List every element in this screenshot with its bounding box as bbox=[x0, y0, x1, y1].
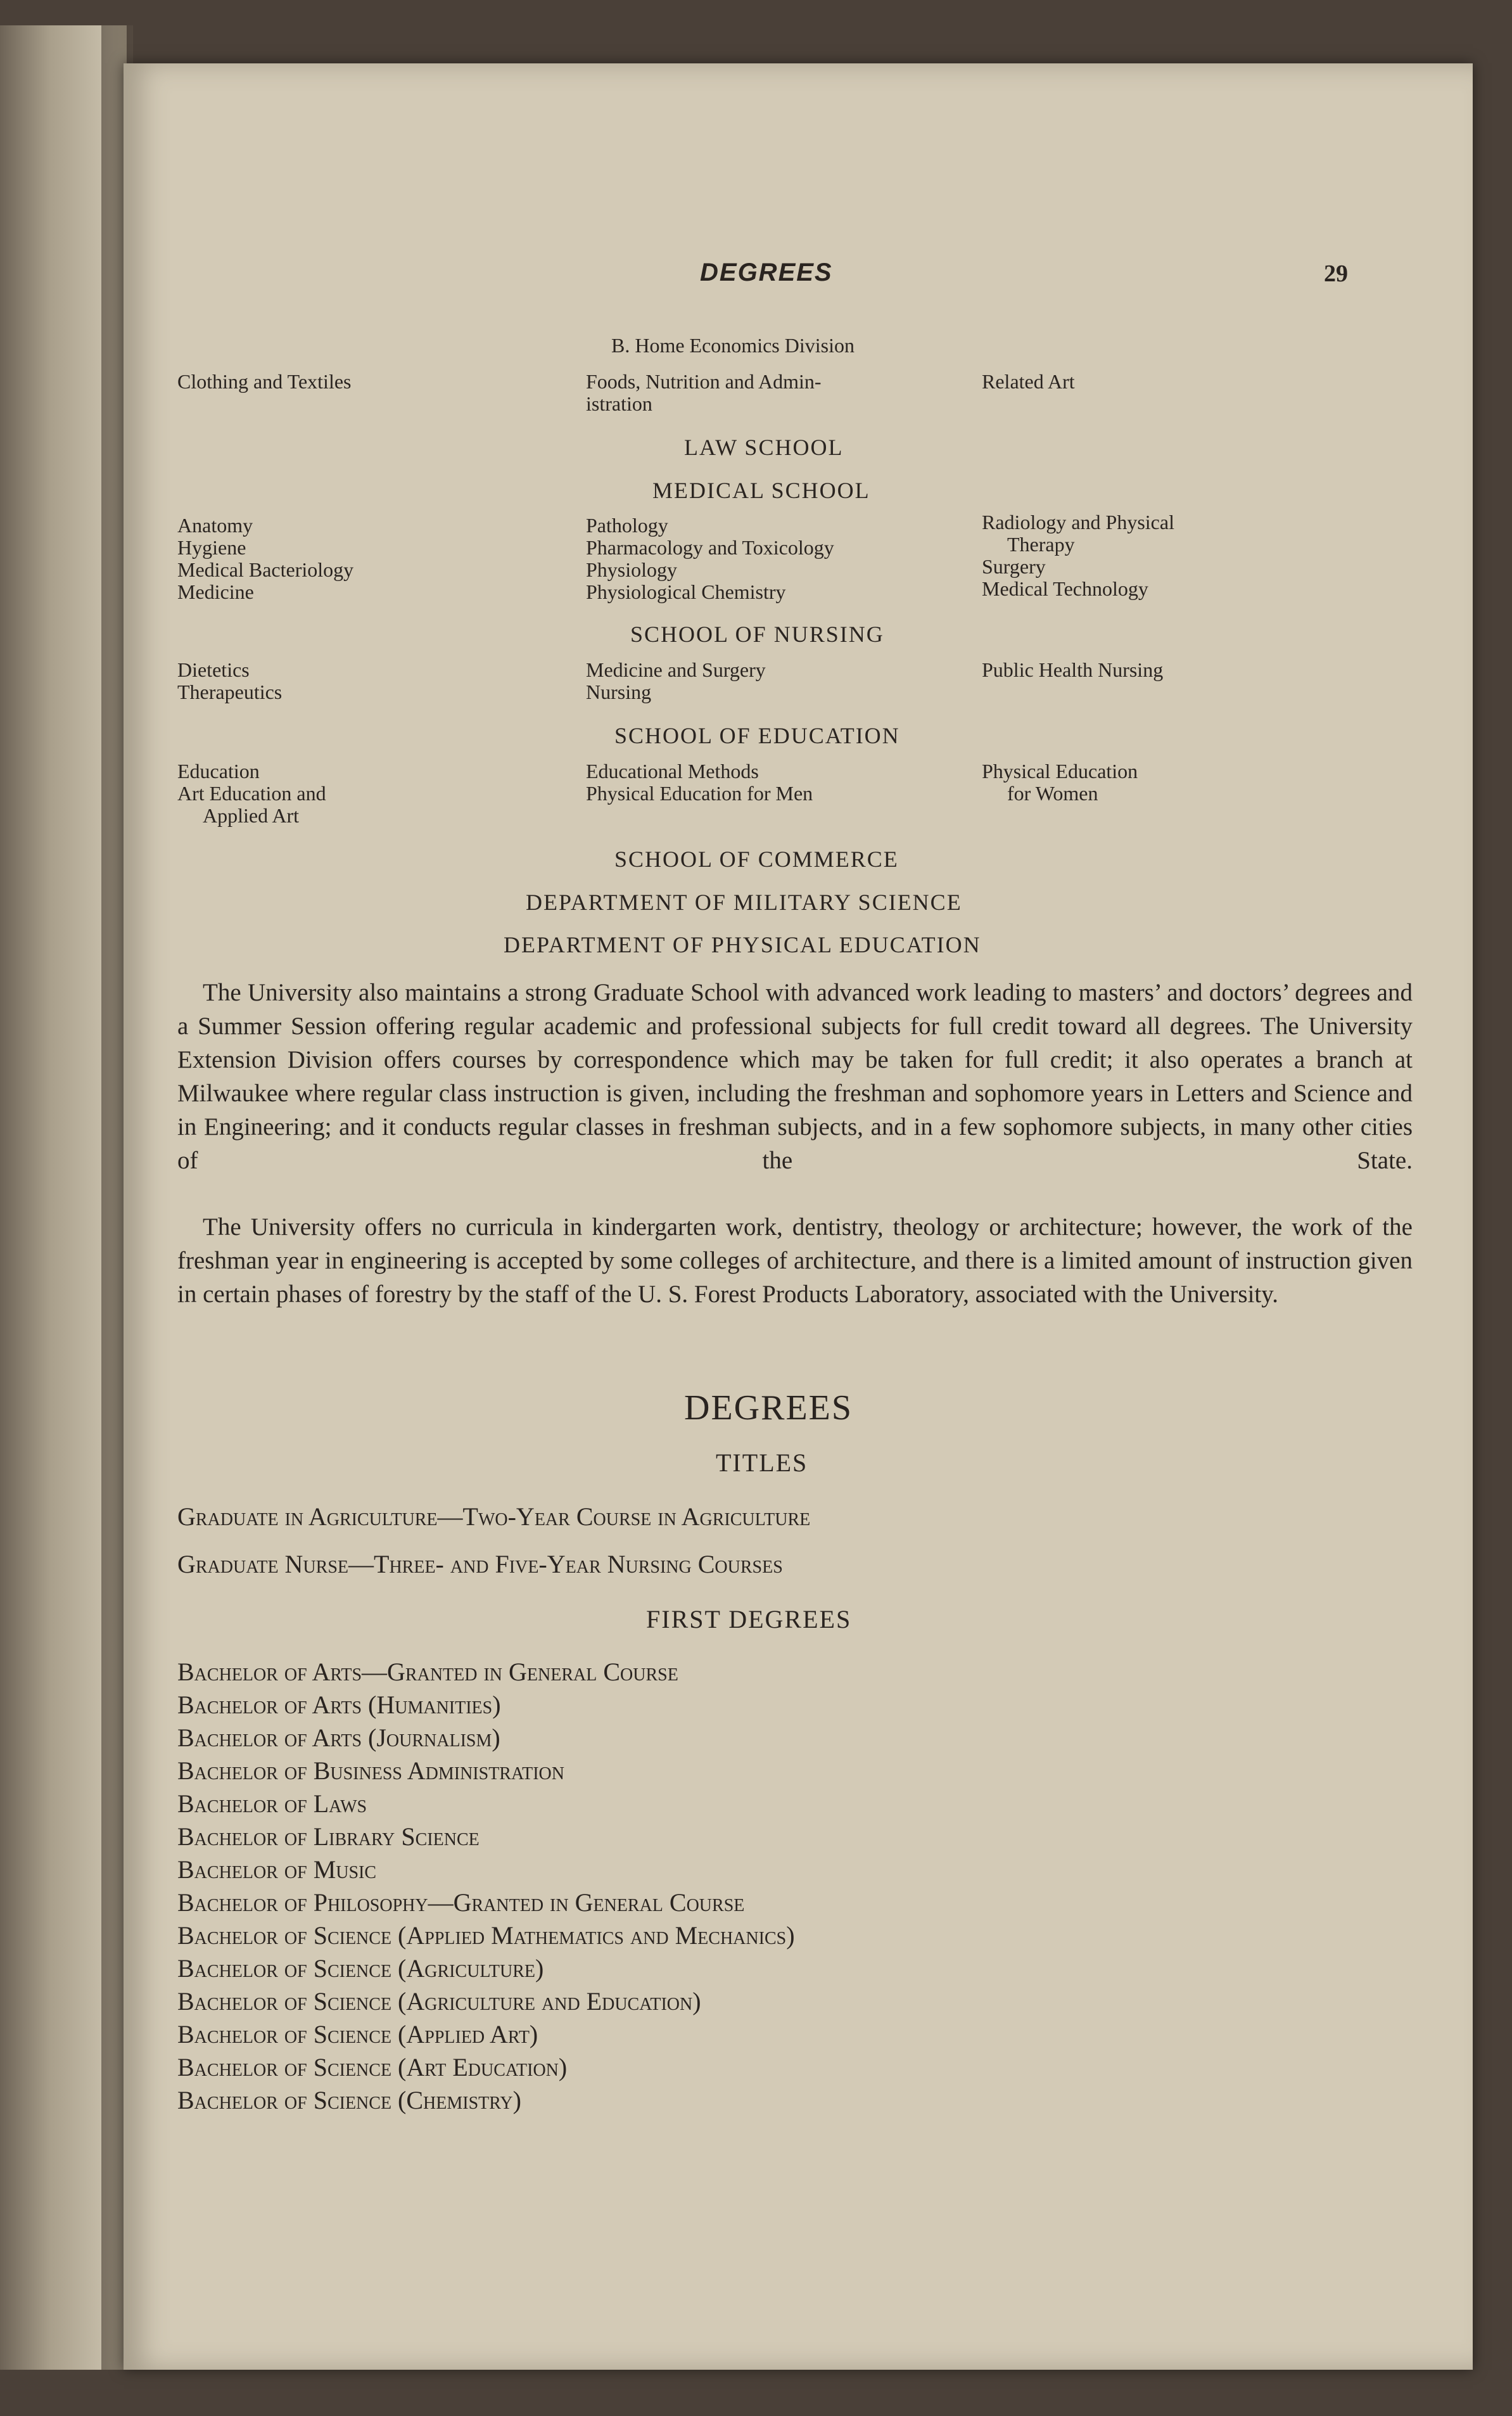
degree-item: Bachelor of Science (Art Education) bbox=[177, 2053, 568, 2081]
home-econ-col-right bbox=[982, 371, 1075, 393]
military-heading: DEPARTMENT OF MILITARY SCIENCE bbox=[526, 890, 962, 915]
course-item: Anatomy bbox=[177, 514, 253, 537]
education-col-right bbox=[982, 760, 1138, 805]
course-item: Physiological Chemistry bbox=[586, 580, 786, 603]
course-item: Related Art bbox=[982, 370, 1075, 393]
course-item: Foods, Nutrition and Admin- bbox=[586, 370, 822, 393]
course-item: Medical Technology bbox=[982, 577, 1148, 600]
course-item: Medicine bbox=[177, 580, 254, 603]
course-item: Applied Art bbox=[203, 804, 299, 827]
degree-item: Bachelor of Science (Agriculture and Education) bbox=[177, 1987, 701, 2016]
nursing-col-middle bbox=[586, 659, 766, 703]
home-econ-heading: B. Home Economics Division bbox=[611, 334, 854, 357]
course-item: Medical Bacteriology bbox=[177, 558, 354, 581]
degree-item: Bachelor of Science (Chemistry) bbox=[177, 2086, 521, 2114]
commerce-heading: SCHOOL OF COMMERCE bbox=[614, 847, 899, 872]
medical-col-right bbox=[982, 511, 1174, 600]
course-item: Physical Education bbox=[982, 760, 1138, 783]
degree-item: Bachelor of Philosophy—Granted in General Course bbox=[177, 1888, 745, 1917]
degree-item: Bachelor of Business Administration bbox=[177, 1756, 564, 1785]
degrees-heading: DEGREES bbox=[684, 1388, 853, 1428]
course-item: Pharmacology and Toxicology bbox=[586, 536, 834, 559]
course-item: Art Education and bbox=[177, 782, 326, 805]
running-header: DEGREES bbox=[700, 259, 833, 286]
course-item: Physiology bbox=[586, 558, 678, 581]
titles-heading: TITLES bbox=[716, 1448, 808, 1477]
page bbox=[124, 63, 1473, 2370]
course-item: Pathology bbox=[586, 514, 668, 537]
course-item: Radiology and Physical bbox=[982, 511, 1174, 534]
course-item: Clothing and Textiles bbox=[177, 370, 352, 393]
course-item: for Women bbox=[1007, 782, 1098, 805]
medical-col-middle bbox=[586, 515, 834, 603]
course-item: Medicine and Surgery bbox=[586, 658, 766, 681]
degree-item: Bachelor of Arts—Granted in General Course bbox=[177, 1658, 678, 1686]
course-item: Hygiene bbox=[177, 536, 246, 559]
education-heading: SCHOOL OF EDUCATION bbox=[614, 723, 900, 748]
degree-item: Bachelor of Science (Applied Art) bbox=[177, 2020, 538, 2048]
degree-item: Bachelor of Music bbox=[177, 1855, 377, 1884]
education-col-left bbox=[177, 760, 326, 827]
course-item: Education bbox=[177, 760, 260, 783]
course-item: istration bbox=[586, 392, 652, 415]
nursing-heading: SCHOOL OF NURSING bbox=[630, 622, 884, 647]
degree-item: Bachelor of Arts (Journalism) bbox=[177, 1723, 500, 1752]
home-econ-col-left bbox=[177, 371, 351, 393]
degree-item: Bachelor of Science (Agriculture) bbox=[177, 1954, 544, 1983]
course-item: Therapy bbox=[1007, 533, 1075, 556]
paragraph-graduate: The University also maintains a strong Graduate School with advanced work leading to masters’ and doctors’ degrees and a Summer Session offering regular academic and professional subjects for full credit toward all degrees. The University Extension Division offers courses by correspondence which may be taken for full credit; it also operates a branch at Milwaukee where regular class instruction is given, including the freshman and sophomore years in Letters and Science and in Engineering; and it conducts regular classes in freshman subjects, and in a few sophomore subjects, in many other cities of the State. bbox=[177, 979, 1413, 1174]
degree-item: Bachelor of Library Science bbox=[177, 1822, 480, 1851]
nursing-col-left bbox=[177, 659, 282, 703]
nursing-col-right bbox=[982, 659, 1163, 681]
degree-item: Bachelor of Laws bbox=[177, 1789, 367, 1818]
medical-school-heading: MEDICAL SCHOOL bbox=[652, 478, 870, 503]
title-item: Graduate in Agriculture—Two-Year Course in Agriculture bbox=[177, 1502, 811, 1531]
course-item: Therapeutics bbox=[177, 681, 283, 703]
title-item: Graduate Nurse—Three- and Five-Year Nursing Courses bbox=[177, 1550, 783, 1578]
home-econ-col-middle bbox=[586, 371, 822, 415]
course-item: Surgery bbox=[982, 555, 1046, 578]
course-item: Nursing bbox=[586, 681, 652, 703]
education-col-middle bbox=[586, 760, 813, 805]
law-school-heading: LAW SCHOOL bbox=[684, 435, 844, 460]
degree-item: Bachelor of Science (Applied Mathematics and Mechanics) bbox=[177, 1921, 795, 1950]
page-number: 29 bbox=[1324, 260, 1348, 287]
paragraph-curricula: The University offers no curricula in kindergarten work, dentistry, theology or architecture; however, the work of the freshman year in engineering is accepted by some colleges of architecture, and there is a limited amount of instruction given in certain phases of forestry by the staff of the U. S. Forest Products Laboratory, associated with the University. bbox=[177, 1213, 1413, 1308]
degree-item: Bachelor of Arts (Humanities) bbox=[177, 1691, 501, 1719]
course-item: Educational Methods bbox=[586, 760, 759, 783]
course-item: Dietetics bbox=[177, 658, 250, 681]
course-item: Physical Education for Men bbox=[586, 782, 813, 805]
medical-col-left bbox=[177, 515, 353, 603]
physical-ed-heading: DEPARTMENT OF PHYSICAL EDUCATION bbox=[504, 932, 981, 957]
course-item: Public Health Nursing bbox=[982, 658, 1164, 681]
first-degrees-heading: FIRST DEGREES bbox=[646, 1605, 852, 1633]
